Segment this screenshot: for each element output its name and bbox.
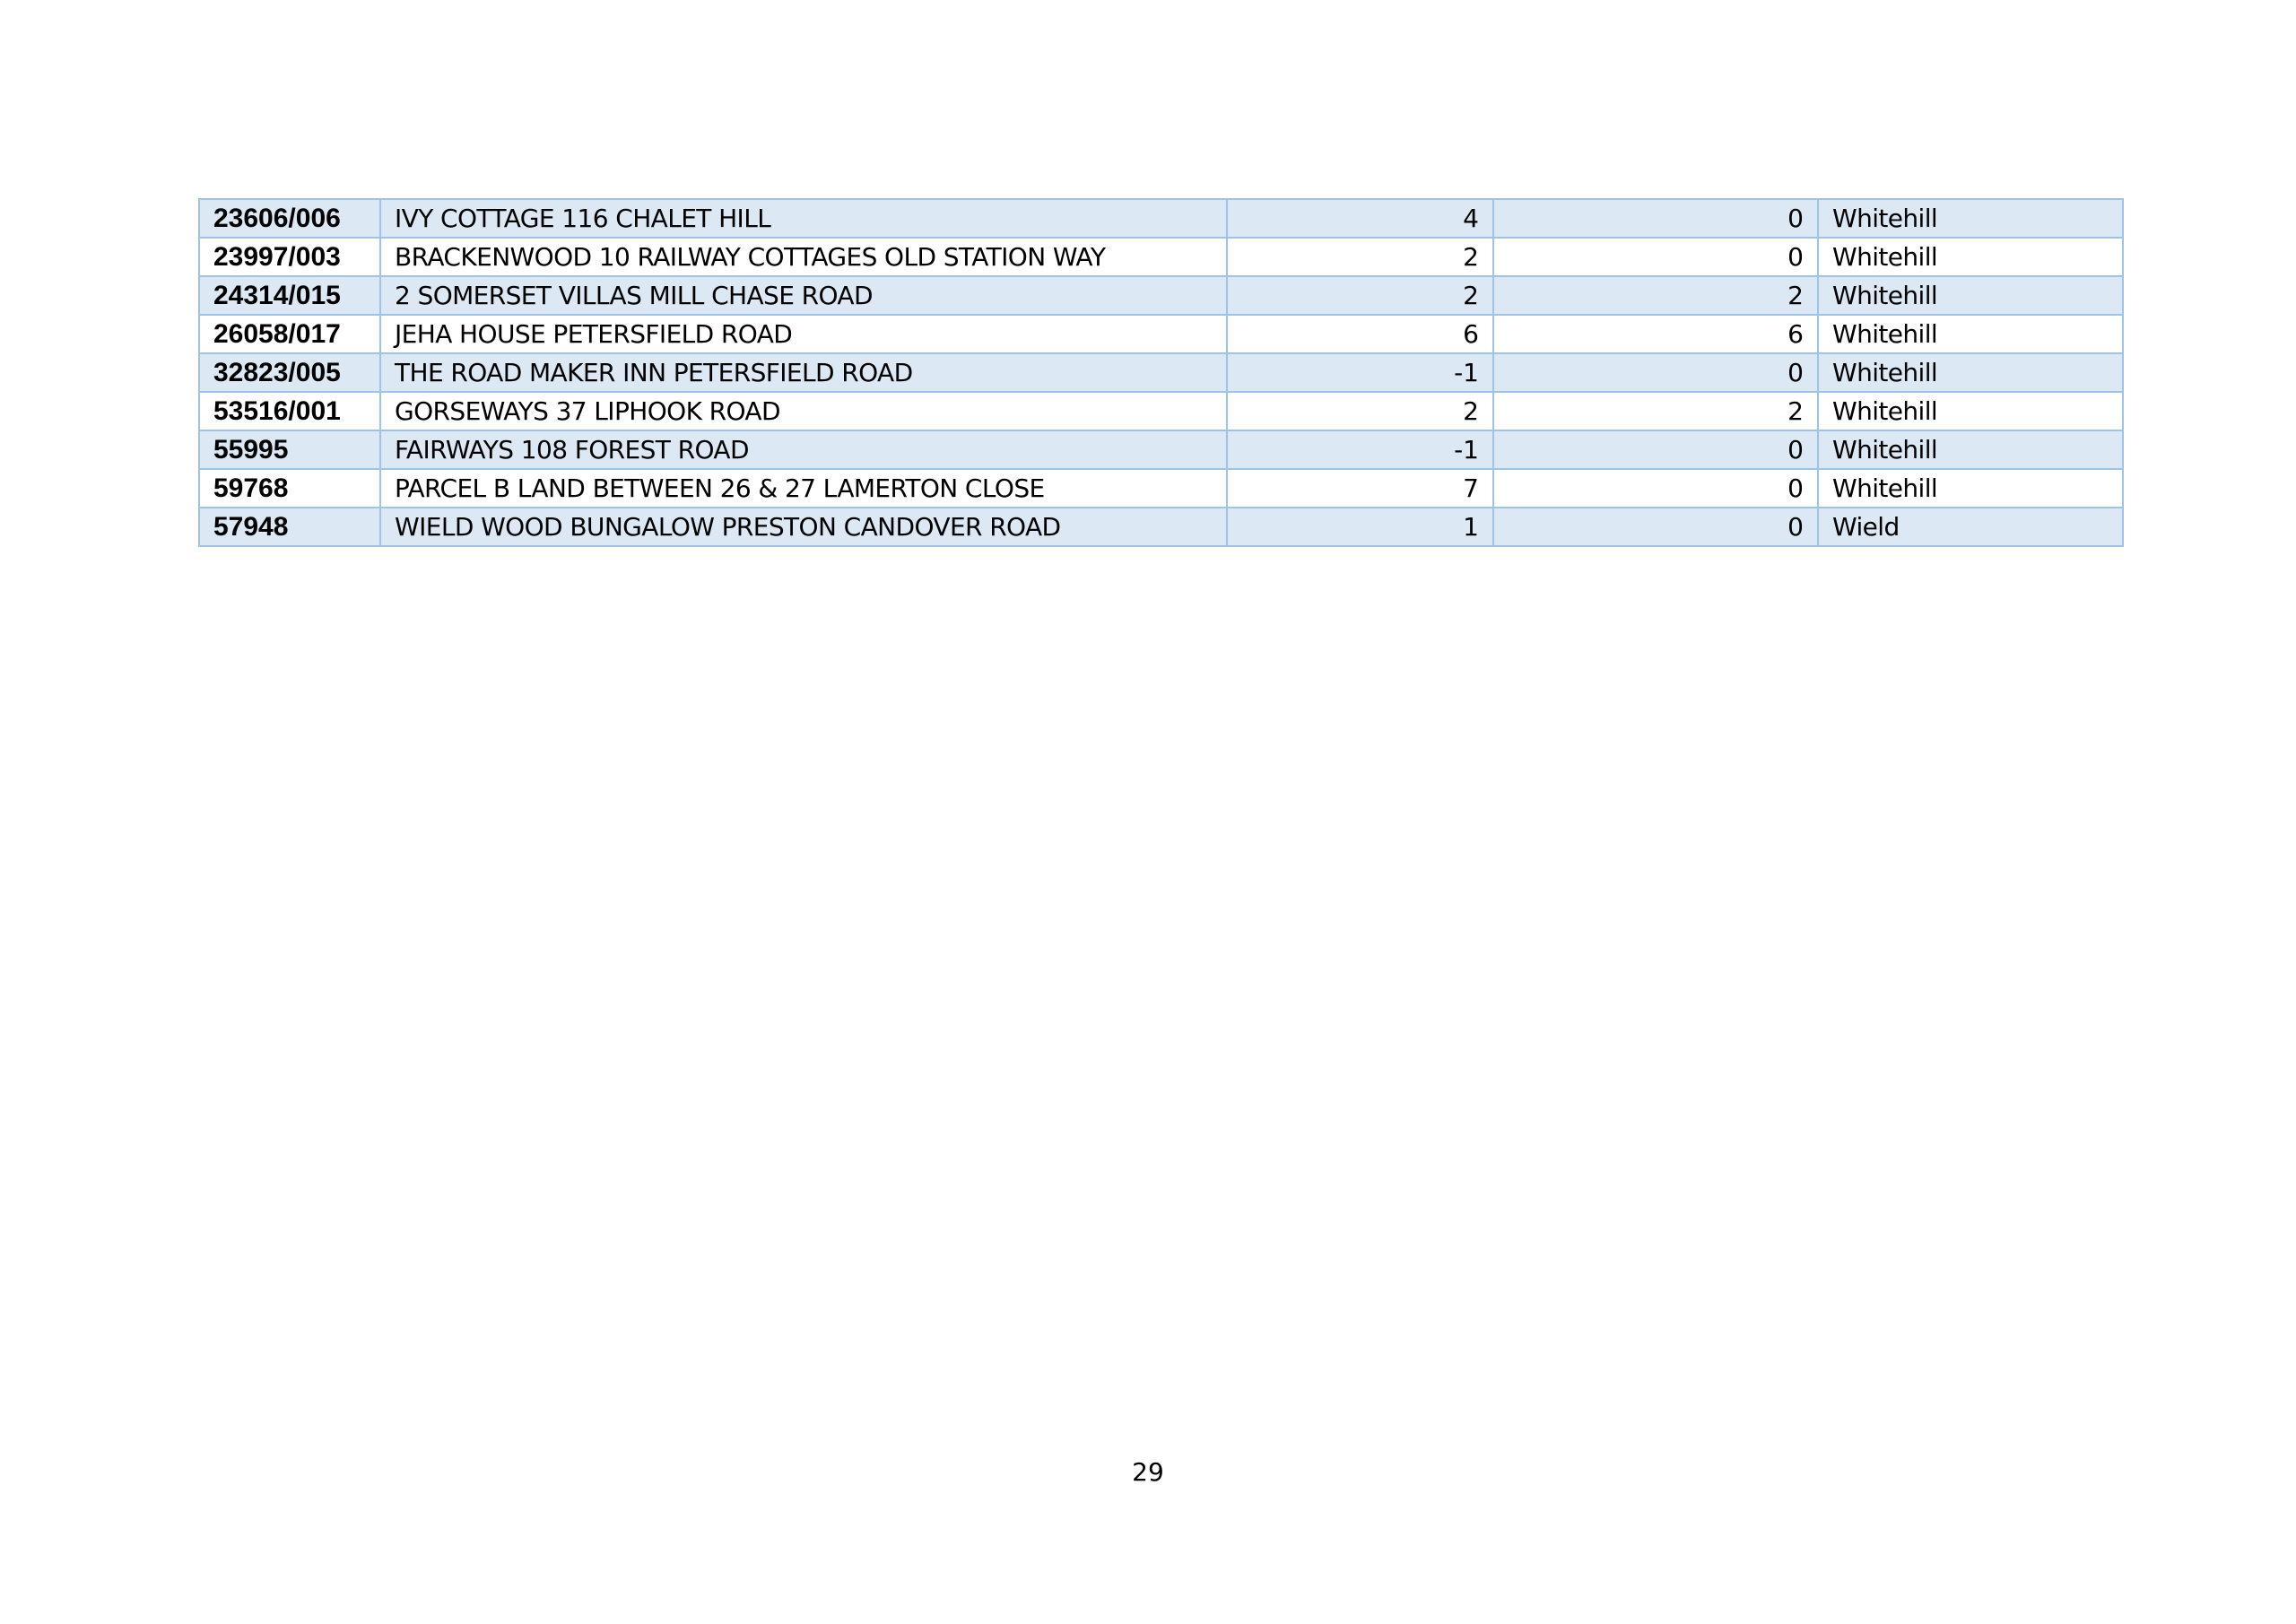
value-one: 2	[1227, 276, 1493, 315]
ward-name: Whitehill	[1818, 353, 2123, 392]
ward-name: Whitehill	[1818, 469, 2123, 508]
value-one: 2	[1227, 392, 1493, 430]
site-reference: 57948	[199, 508, 380, 546]
site-address: FAIRWAYS 108 FOREST ROAD	[380, 430, 1227, 469]
value-one: -1	[1227, 430, 1493, 469]
site-address: GORSEWAYS 37 LIPHOOK ROAD	[380, 392, 1227, 430]
value-one: 6	[1227, 315, 1493, 353]
sites-table	[198, 198, 2124, 547]
site-reference: 24314/015	[199, 276, 380, 315]
site-reference: 55995	[199, 430, 380, 469]
site-reference: 53516/001	[199, 392, 380, 430]
table-row	[199, 276, 2123, 315]
site-reference: 32823/005	[199, 353, 380, 392]
table-row	[199, 238, 2123, 276]
ward-name: Whitehill	[1818, 276, 2123, 315]
value-one: 4	[1227, 199, 1493, 238]
table-row	[199, 392, 2123, 430]
value-two: 0	[1493, 238, 1818, 276]
ward-name: Whitehill	[1818, 238, 2123, 276]
table-row	[199, 430, 2123, 469]
site-address: THE ROAD MAKER INN PETERSFIELD ROAD	[380, 353, 1227, 392]
table-row	[199, 315, 2123, 353]
value-two: 2	[1493, 392, 1818, 430]
value-two: 2	[1493, 276, 1818, 315]
site-reference: 59768	[199, 469, 380, 508]
value-one: 7	[1227, 469, 1493, 508]
site-address: IVY COTTAGE 116 CHALET HILL	[380, 199, 1227, 238]
value-two: 0	[1493, 508, 1818, 546]
ward-name: Whitehill	[1818, 392, 2123, 430]
value-two: 0	[1493, 353, 1818, 392]
site-address: PARCEL B LAND BETWEEN 26 & 27 LAMERTON CLOSE	[380, 469, 1227, 508]
table-row	[199, 508, 2123, 546]
site-reference: 23606/006	[199, 199, 380, 238]
value-one: 1	[1227, 508, 1493, 546]
site-reference: 23997/003	[199, 238, 380, 276]
site-address: 2 SOMERSET VILLAS MILL CHASE ROAD	[380, 276, 1227, 315]
ward-name: Whitehill	[1818, 199, 2123, 238]
ward-name: Whitehill	[1818, 315, 2123, 353]
site-address: WIELD WOOD BUNGALOW PRESTON CANDOVER ROAD	[380, 508, 1227, 546]
value-two: 0	[1493, 469, 1818, 508]
value-two: 0	[1493, 199, 1818, 238]
ward-name: Whitehill	[1818, 430, 2123, 469]
site-reference: 26058/017	[199, 315, 380, 353]
value-one: -1	[1227, 353, 1493, 392]
value-two: 0	[1493, 430, 1818, 469]
site-address: JEHA HOUSE PETERSFIELD ROAD	[380, 315, 1227, 353]
site-address: BRACKENWOOD 10 RAILWAY COTTAGES OLD STATION WAY	[380, 238, 1227, 276]
table-row	[199, 353, 2123, 392]
ward-name: Wield	[1818, 508, 2123, 546]
table-row	[199, 469, 2123, 508]
value-one: 2	[1227, 238, 1493, 276]
table-row	[199, 199, 2123, 238]
page-number: 29	[1132, 1457, 1164, 1487]
value-two: 6	[1493, 315, 1818, 353]
